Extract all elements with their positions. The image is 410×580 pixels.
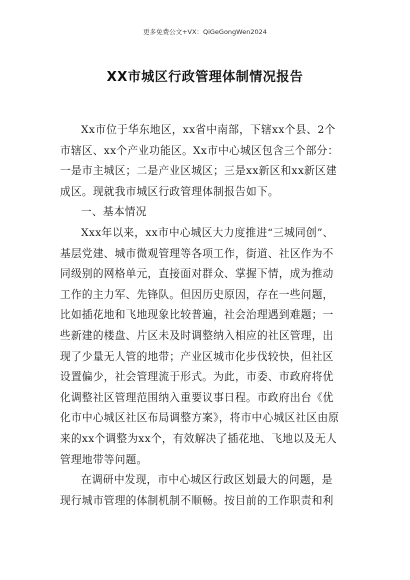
paragraph-line: 同级别的网格单元，直接面对群众、掌握下情，成为推动 bbox=[60, 268, 334, 281]
paragraph-line: 现行城市管理的体制机制不顺畅。按目前的工作职责和利 bbox=[60, 494, 334, 507]
paragraph-line: 基层党建、城市微观管理等各项工作，街道、社区作为不 bbox=[60, 247, 334, 260]
paragraph-line: Xx市位于华东地区，xx省中南部，下辖xx个县、2个 bbox=[81, 124, 336, 136]
paragraph-line: 比如插花地和飞地现象比较普遍，社会治理遇到难题；一 bbox=[60, 309, 334, 322]
paragraph-line: 管理地带等问题。 bbox=[60, 453, 148, 466]
body-paragraph bbox=[60, 223, 350, 470]
paragraph-line: 些新建的楼盘、片区未及时调整纳入相应的社区管理，出 bbox=[60, 329, 334, 342]
paragraph-line: 设置偏少，社会管理流于形式。为此，市委、市政府将优 bbox=[60, 371, 334, 384]
header-note: 更多免费公文+VX：QiGeGongWen2024 bbox=[143, 28, 267, 36]
paragraph-line: 市辖区、xx个产业功能区。Xx市中心城区包含三个部分： bbox=[60, 144, 339, 157]
paragraph-line: 一是市主城区；二是产业区城区；三是xx新区和xx新区建 bbox=[60, 165, 338, 178]
paragraph-line: 在调研中发现，市中心城区行政区划最大的问题，是 bbox=[81, 474, 333, 487]
section-heading-text: 一、基本情况 bbox=[81, 206, 147, 219]
paragraph-line: Xxx年以来，xx市中心城区大力度推进“三城同创”、 bbox=[81, 226, 334, 239]
paragraph-line: 来的xx个调整为xx个，有效解决了插花地、飞地以及无人 bbox=[60, 432, 338, 445]
section-heading bbox=[60, 202, 350, 223]
paragraph-line: 成区。现就我市城区行政管理体制报告如下。 bbox=[60, 185, 279, 198]
paragraph-line: 化市中心城区社区布局调整方案》，将市中心城区社区由原 bbox=[60, 412, 340, 425]
body-paragraph bbox=[60, 470, 350, 511]
document-body bbox=[60, 120, 350, 511]
paragraph-line: 化调整社区管理范围纳入重要议事日程。市政府出台《优 bbox=[60, 391, 334, 404]
body-paragraph bbox=[60, 120, 350, 202]
document-title: XX市城区行政管理体制情况报告 bbox=[106, 70, 304, 85]
paragraph-line: 工作的主力军、先锋队。但因历史原因，存在一些问题， bbox=[60, 288, 334, 301]
paragraph-line: 现了少量无人管的地带；产业区城市化步伐较快，但社区 bbox=[60, 350, 334, 363]
